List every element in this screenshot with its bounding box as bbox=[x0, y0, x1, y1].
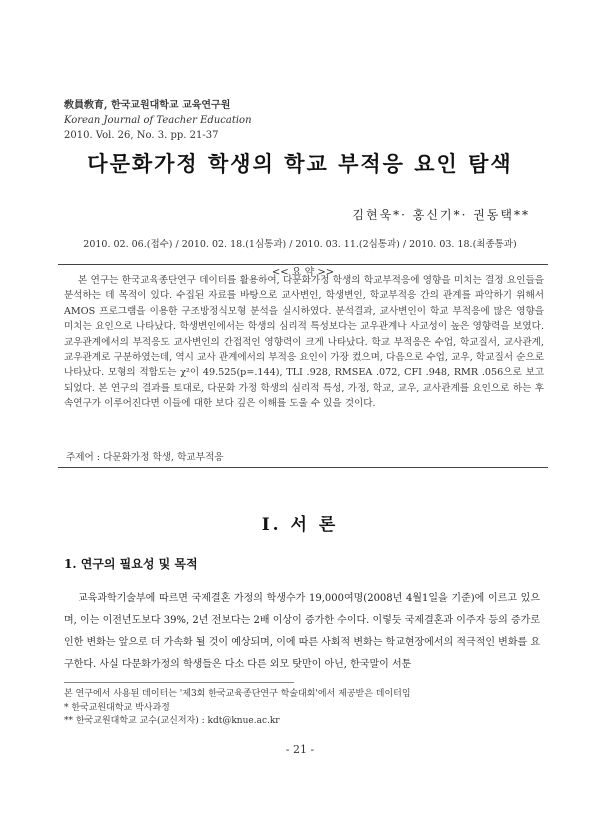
journal-name-kr: 敎員敎育, 한국교원대학교 교육연구원 bbox=[64, 100, 231, 111]
page-number: - 21 - bbox=[285, 743, 315, 756]
review-dates: 2010. 02. 06.(접수) / 2010. 02. 18.(1심통과) / 2010. 03. 11.(2심통과) / 2010. 03. 18.(최종통과) bbox=[83, 239, 517, 250]
journal-header bbox=[64, 98, 252, 143]
footnotes bbox=[64, 688, 411, 729]
footnote-author-2: ** 한국교원대학교 교수(교신저자) : kdt@knue.ac.kr bbox=[64, 716, 280, 726]
journal-name-en: Korean Journal of Teacher Education bbox=[64, 115, 252, 126]
authors: 김현욱*· 홍신기*· 권동택** bbox=[352, 208, 530, 222]
journal-volume: 2010. Vol. 26, No. 3. pp. 21-37 bbox=[64, 130, 219, 141]
abstract-heading: << 요 약 >> bbox=[58, 263, 548, 278]
subsection-title: 1. 연구의 필요성 및 목적 bbox=[64, 557, 198, 571]
paper-title: 다문화가정 학생의 학교 부적응 요인 탐색 bbox=[87, 151, 513, 176]
footnote-data-source: 본 연구에서 사용된 데이터는 '제3회 한국교육종단연구 학술대회'에서 제공받은 데이터임 bbox=[64, 689, 411, 699]
section-title: Ⅰ. 서 론 bbox=[261, 515, 339, 535]
footnote-author-1: * 한국교원대학교 박사과정 bbox=[64, 702, 170, 713]
footnote-divider bbox=[64, 682, 294, 683]
abstract-box bbox=[58, 264, 548, 468]
abstract-body: 본 연구는 한국교육종단연구 데이터를 활용하여, 다문화가정 학생의 학교부적응에 영향을 미치는 결정 요인들을 분석하는 데 목적이 있다. 수집된 자료를 바탕으로 교사변인, 학생변인, 학교부적응 간의 관계를 파악하기 위해서 AMOS 프로그램을 이용한 구조방정식모형 분석을 실시하였다. 분석결과, 교사변인이 학교 부적응에 많은 영향을 미치는 요인으로 나타났다. 학생변인에서는 학생의 심리적 특성보다는 교우관계나 사교성이 높은 영향력을 보였다. 교우관계에서의 부적응도 교사변인의 간접적인 영향력이 크게 나타났다. 학교 부적응은 수업, 학교질서, 교사관계, 교우관계로 구분하였는데, 역시 교사 관계에서의 부적응 요인이 가장 컸으며, 다음으로 수업, 교우, 학교질서 순으로 나타났다. 모형의 적합도는 χ²이 49.525(p=.144), TLI .928, RMSEA .072, CFI .948, RMR .056으로 보고되었다. 본 연구의 결과를 토대로, 다문화 가정 학생의 심리적 특성, 가정, 학교, 교우, 교사관계를 요인으로 하는 후속연구가 이루어진다면 이들에 대한 보다 깊은 이해를 도울 수 있을 것이다. bbox=[64, 275, 544, 410]
keywords: 주제어 : 다문화가정 학생, 학교부적응 bbox=[66, 452, 224, 463]
body-paragraph: 교육과학기술부에 따르면 국제결혼 가정의 학생수가 19,000여명(2008년 4월1일을 기준)에 이르고 있으며, 이는 이전년도보다 39%, 2년 전보다는 2배 이상이 증가한 수이다. 이렇듯 국제결혼과 이주자 등의 증가로 인한 변화는 앞으로 더 가속화 될 것이 예상되며, 이에 따른 사회적 변화는 학교현장에서의 적극적인 변화를 요구한다. 사실 다문화가정의 학생들은 다소 다른 외모 탓만이 아닌, 한국말이 서툰 bbox=[64, 593, 540, 670]
